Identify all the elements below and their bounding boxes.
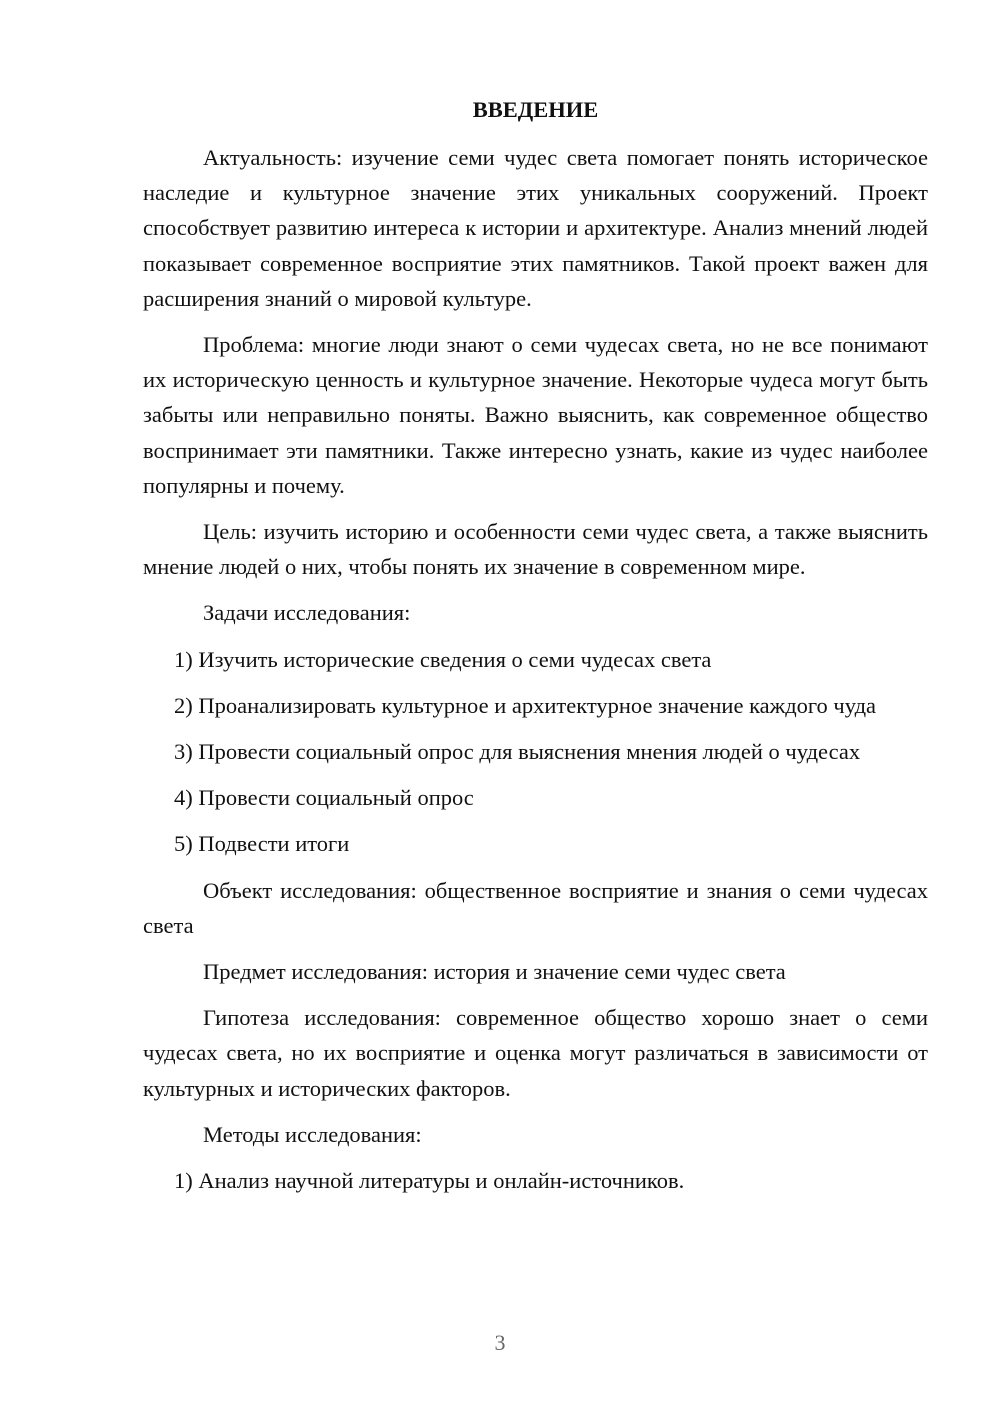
methods-heading: Методы исследования: <box>203 1121 422 1147</box>
task-item: 2) Проанализировать культурное и архитектурное значение каждого чуда <box>174 692 877 718</box>
page-content <box>143 96 928 1209</box>
task-item: 3) Провести социальный опрос для выяснения мнения людей о чудесах <box>174 739 861 765</box>
paragraph-relevance: Актуальность: изучение семи чудес света помогает понять историческое наследие и культурное значение этих уникальных сооружений. Проект способствует развитию интереса к истории и архитектуре. Анализ мнений людей показывает современное восприятие этих памятников. Такой проект важен для расширения знаний о мировой культуре. <box>143 145 928 311</box>
paragraph-problem: Проблема: многие люди знают о семи чудесах света, но не все понимают их историческую ценность и культурное значение. Некоторые чудеса могут быть забыты или неправильно поняты. Важно выяснить, как современное общество воспринимает эти памятники. Также интересно узнать, какие из чудес наиболее популярны и почему. <box>143 332 928 498</box>
paragraph-object: Объект исследования: общественное восприятие и знания о семи чудесах света <box>143 877 928 938</box>
method-item: 1) Анализ научной литературы и онлайн-источников. <box>174 1168 685 1194</box>
paragraph-subject: Предмет исследования: история и значение семи чудес света <box>203 959 786 985</box>
task-item: 4) Провести социальный опрос <box>174 785 474 811</box>
paragraph-hypothesis: Гипотеза исследования: современное общество хорошо знает о семи чудесах света, но их восприятие и оценка могут различаться в зависимости от культурных и исторических факторов. <box>143 1005 928 1101</box>
tasks-heading: Задачи исследования: <box>203 600 411 626</box>
paragraph-goal: Цель: изучить историю и особенности семи чудес света, а также выяснить мнение людей о них, чтобы понять их значение в современном мире. <box>143 519 928 580</box>
task-item: 1) Изучить исторические сведения о семи чудесах света <box>174 646 712 672</box>
page-title: ВВЕДЕНИЕ <box>472 97 599 122</box>
task-item: 5) Подвести итоги <box>174 831 350 857</box>
page-number: 3 <box>494 1330 506 1355</box>
